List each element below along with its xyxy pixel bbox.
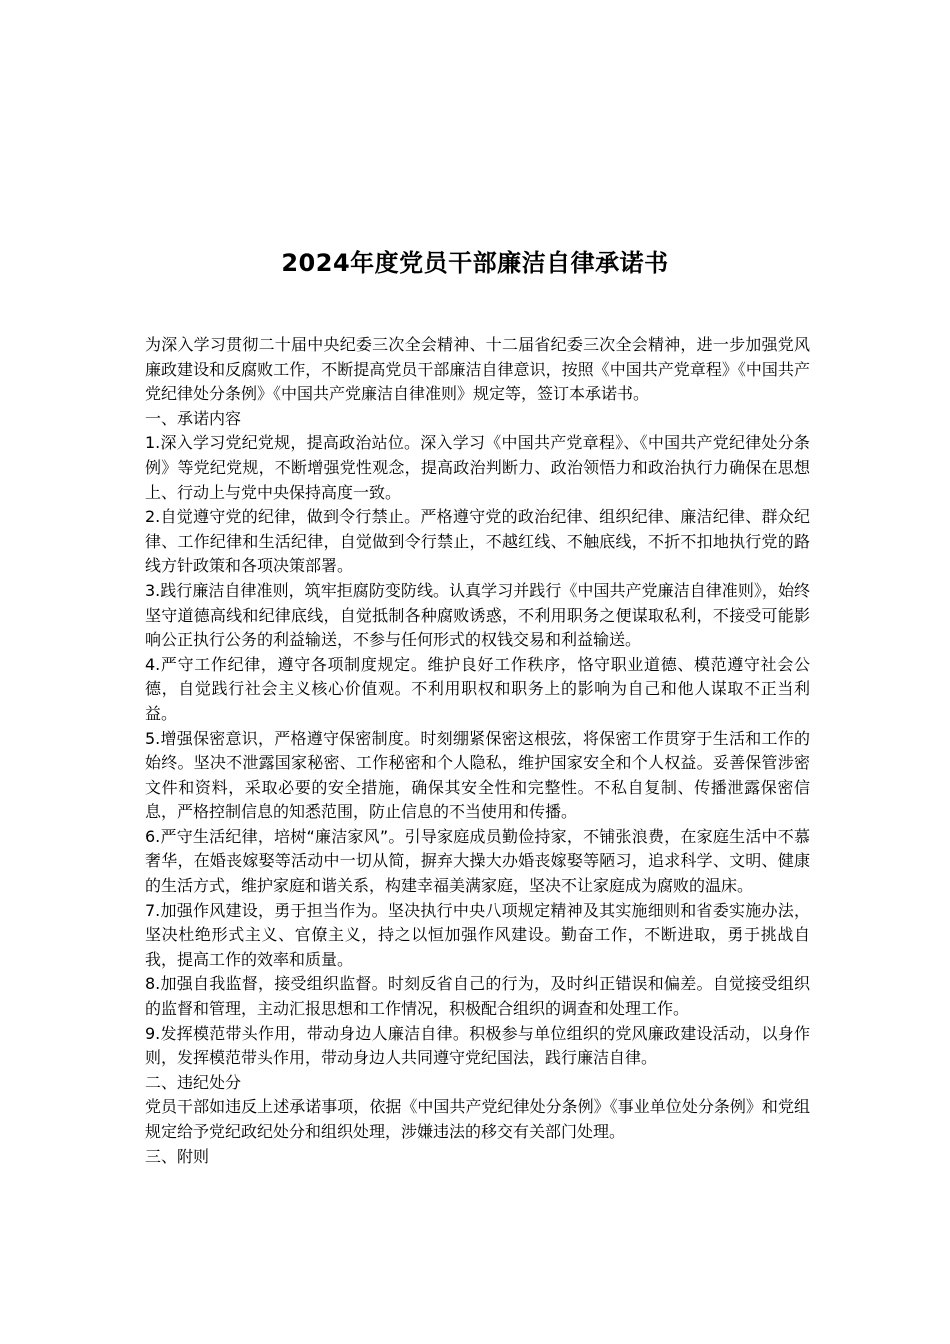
document-body [145,333,810,1169]
commitment-item-1: 1.深入学习党纪党规，提高政治站位。深入学习《中国共产党章程》、《中国共产党纪律处分条例》等党纪党规，不断增强党性观念，提高政治判断力、政治领悟力和政治执行力确保在思想上、行动上与党中央保持高度一致。 [145,433,810,502]
commitment-item-4: 4.严守工作纪律，遵守各项制度规定。维护良好工作秩序，恪守职业道德、模范遵守社会公德，自觉践行社会主义核心价值观。不利用职权和职务上的影响为自己和他人谋取不正当利益。 [145,654,810,723]
commitment-item-5: 5.增强保密意识，严格遵守保密制度。时刻绷紧保密这根弦，将保密工作贯穿于生活和工作的始终。坚决不泄露国家秘密、工作秘密和个人隐私，维护国家安全和个人权益。妥善保管涉密文件和资料，采取必要的安全措施，确保其安全性和完整性。不私自复制、传播泄露保密信息，严格控制信息的知悉范围，防止信息的不当使用和传播。 [145,728,810,822]
discipline-paragraph: 党员干部如违反上述承诺事项，依据《中国共产党纪律处分条例》《事业单位处分条例》和党组规定给予党纪政纪处分和组织处理，涉嫌违法的移交有关部门处理。 [145,1097,810,1141]
section-heading-commitments: 一、承诺内容 [145,408,242,428]
commitment-item-8: 8.加强自我监督，接受组织监督。时刻反省自己的行为，及时纠正错误和偏差。自觉接受组织的监督和管理，主动汇报思想和工作情况，积极配合组织的调查和处理工作。 [145,974,810,1019]
commitment-item-7: 7.加强作风建设，勇于担当作为。坚决执行中央八项规定精神及其实施细则和省委实施办法，坚决杜绝形式主义、官僚主义，持之以恒加强作风建设。勤奋工作，不断进取，勇于挑战自我，提高工作的效率和质量。 [145,900,810,969]
section-heading-appendix: 三、附则 [145,1146,210,1166]
document-title: 2024年度党员干部廉洁自律承诺书 [281,249,669,277]
intro-paragraph: 为深入学习贯彻二十届中央纪委三次全会精神、十二届省纪委三次全会精神，进一步加强党风廉政建设和反腐败工作，不断提高党员干部廉洁自律意识，按照《中国共产党章程》《中国共产党纪律处分条例》《中国共产党廉洁自律准则》规定等，签订本承诺书。 [145,335,810,404]
section-heading-discipline: 二、违纪处分 [145,1072,242,1092]
commitment-item-9: 9.发挥模范带头作用，带动身边人廉洁自律。积极参与单位组织的党风廉政建设活动，以身作则，发挥模范带头作用，带动身边人共同遵守党纪国法，践行廉洁自律。 [145,1023,810,1068]
commitment-item-6: 6.严守生活纪律，培树“廉洁家风”。引导家庭成员勤俭持家，不铺张浪费，在家庭生活中不慕奢华，在婚丧嫁娶等活动中一切从简，摒弃大操大办婚丧嫁娶等陋习，追求科学、文明、健康的生活方式，维护家庭和谐关系，构建幸福美满家庭，坚决不让家庭成为腐败的温床。 [145,826,810,896]
commitment-item-2: 2.自觉遵守党的纪律，做到令行禁止。严格遵守党的政治纪律、组织纪律、廉洁纪律、群众纪律、工作纪律和生活纪律，自觉做到令行禁止，不越红线、不触底线，不折不扣地执行党的路线方针政策和各项决策部署。 [145,507,810,576]
commitment-item-3: 3.践行廉洁自律准则，筑牢拒腐防变防线。认真学习并践行《中国共产党廉洁自律准则》，始终坚守道德高线和纪律底线，自觉抵制各种腐败诱惑，不利用职务之便谋取私利，不接受可能影响公正执行公务的利益输送，不参与任何形式的权钱交易和利益输送。 [145,580,810,650]
